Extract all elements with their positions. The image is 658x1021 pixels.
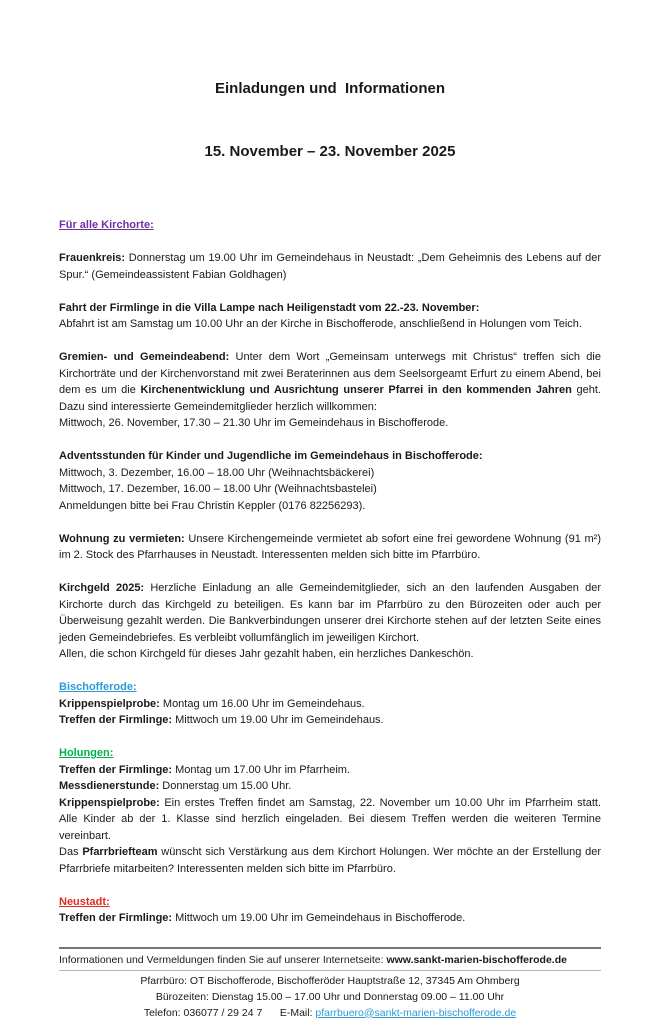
text-run: Montag um 17.00 Uhr im Pfarrheim. — [172, 763, 350, 776]
text-run: Telefon: 036077 / 29 24 7 E-Mail: — [143, 1006, 316, 1019]
section-holungen — [59, 745, 601, 877]
text-run: Donnerstag um 19.00 Uhr im Gemeindehaus in Neustadt: „Dem Geheimnis des Lebens auf der Spur.“ (Gemeindeassistent Fabian Goldhagen) — [59, 252, 601, 281]
title-line-2: 15. November – 23. November 2025 — [204, 143, 456, 160]
section-heading-neustadt: Neustadt: — [59, 895, 110, 908]
section-bischofferode — [59, 679, 601, 729]
text-run: Ein erstes Treffen findet am Samstag, 22. November um 10.00 Uhr im Pfarrheim statt. Alle Kinder ab der 1. Klasse sind herzlich eingeladen. Bei diesem Treffen werden die weiteren Termine vereinbart. — [59, 796, 601, 842]
bold-run: Krippenspielprobe: — [59, 697, 160, 710]
text-run: Donnerstag um 15.00 Uhr. — [159, 780, 292, 792]
text-run: Das — [59, 846, 83, 858]
bold-run: Krippenspielprobe: — [59, 796, 160, 809]
bold-run: Gremien- und Gemeindeabend: — [59, 351, 230, 363]
text-run: Mittwoch um 19.00 Uhr im Gemeindehaus. — [172, 714, 384, 726]
text-run: Montag um 16.00 Uhr im Gemeindehaus. — [159, 697, 365, 710]
footer-address-line: Pfarrbüro: OT Bischofferode, Bischofferöder Hauptstraße 12, 37345 Am Ohmberg — [140, 974, 520, 987]
paragraph — [59, 300, 601, 333]
bold-run: Fahrt der Firmlinge in die Villa Lampe nach Heiligenstadt vom 22.-23. November: — [59, 301, 480, 314]
paragraph — [59, 580, 601, 663]
text-run: geht. Dazu sind interessierte Gemeindemitglieder herzlich willkommen: — [59, 384, 601, 413]
paragraph — [59, 349, 601, 432]
section-heading-bischofferode: Bischofferode: — [59, 681, 137, 693]
text-run: Informationen und Vermeldungen finden Sie auf unserer Internetseite: — [59, 953, 387, 966]
text-run: Herzliche Einladung an alle Gemeindemitglieder, sich an den laufenden Ausgaben der Kirchorte durch das Kirchgeld zu beteiligen. Es kann bar im Pfarrbüro zu den Bürozeiten oder auch per Überweisung gezahlt werden. Die Bankverbindungen unserer drei Kirchorte stehen auf der letzten Seite eines jeden Gemeindebriefes. Es verbleibt vollumfänglich im jeweiligen Kirchort. — [59, 582, 602, 644]
text-run: wünscht sich Verstärkung aus dem Kirchort Holungen. Wer möchte an der Erstellung der Pfarrbriefe mitarbeiten? Interessenten melden sich bitte im Pfarrbüro. — [59, 846, 601, 875]
footer — [59, 947, 601, 1021]
section-heading-fuer-alle-kirchorte: Für alle Kirchorte: — [59, 219, 154, 231]
email-link[interactable]: pfarrbuero@sankt-marien-bischofferode.de — [315, 1006, 517, 1019]
section-heading-holungen: Holungen: — [59, 747, 114, 759]
footer-rule-thick — [59, 947, 601, 949]
bold-run: Messdienerstunde: — [59, 780, 160, 792]
paragraph — [59, 910, 601, 927]
bold-run: Treffen der Firmlinge: — [59, 763, 173, 776]
document-title — [59, 36, 601, 204]
paragraph — [59, 531, 601, 564]
footer-rule-thin — [59, 970, 601, 971]
text-run: Abfahrt ist am Samstag um 10.00 Uhr an der Kirche in Bischofferode, anschließend in Holungen vom Teich. — [59, 318, 582, 330]
bold-run: Treffen der Firmlinge: — [59, 714, 173, 726]
text-run: Mittwoch, 26. November, 17.30 – 21.30 Uhr im Gemeindehaus in Bischofferode. — [59, 417, 449, 429]
bold-run: Frauenkreis: — [59, 252, 126, 264]
bold-run: Adventsstunden für Kinder und Jugendliche im Gemeindehaus in Bischofferode: — [59, 450, 483, 462]
section-neustadt — [59, 894, 601, 927]
bold-run: Kirchgeld 2025: — [59, 582, 145, 594]
footer-info-line — [59, 952, 601, 968]
text-run: Allen, die schon Kirchgeld für dieses Jahr gezahlt haben, ein herzliches Dankeschön. — [59, 648, 474, 660]
paragraph — [59, 762, 601, 878]
text-run: Unter dem Wort „Gemeinsam unterwegs mit Christus“ treffen sich die Kirchorträte und der Kirchenvorstand mit zwei Beraterinnen aus dem Seelsorgeamt Erfurt zu einem Abend, bei dem es um die — [59, 351, 601, 396]
text-run: Unsere Kirchengemeinde vermietet ab sofort eine frei gewordene Wohnung (91 m²) im 2. Stock des Pfarrhauses in Neustadt. Interessenten melden sich bitte im Pfarrbüro. — [59, 532, 601, 561]
footer-hours-line: Bürozeiten: Dienstag 15.00 – 17.00 Uhr und Donnerstag 09.00 – 11.00 Uhr — [155, 990, 505, 1003]
footer-contact-line — [59, 1005, 601, 1021]
text-run: Anmeldungen bitte bei Frau Christin Keppler (0176 82256293). — [59, 499, 366, 512]
title-line-1: Einladungen und Informationen — [215, 80, 445, 97]
bold-run: Wohnung zu vermieten: — [59, 532, 185, 545]
text-run: Mittwoch, 17. Dezember, 16.00 – 18.00 Uhr (Weihnachtsbastelei) — [59, 483, 377, 495]
sections — [59, 217, 601, 927]
bold-run: Pfarrbriefteam — [82, 846, 158, 858]
bold-run: Treffen der Firmlinge: — [59, 912, 173, 924]
text-run: Mittwoch, 3. Dezember, 16.00 – 18.00 Uhr (Weihnachtsbäckerei) — [59, 466, 375, 479]
paragraph — [59, 448, 601, 514]
paragraph — [59, 250, 601, 283]
section-fuer-alle-kirchorte — [59, 217, 601, 663]
footer-contact-block — [59, 973, 601, 1021]
text-run: Mittwoch um 19.00 Uhr im Gemeindehaus in Bischofferode. — [172, 912, 466, 924]
bold-run: Kirchenentwicklung und Ausrichtung unserer Pfarrei in den kommenden Jahren — [140, 384, 572, 396]
paragraph — [59, 696, 601, 729]
website-url: www.sankt-marien-bischofferode.de — [386, 953, 567, 966]
